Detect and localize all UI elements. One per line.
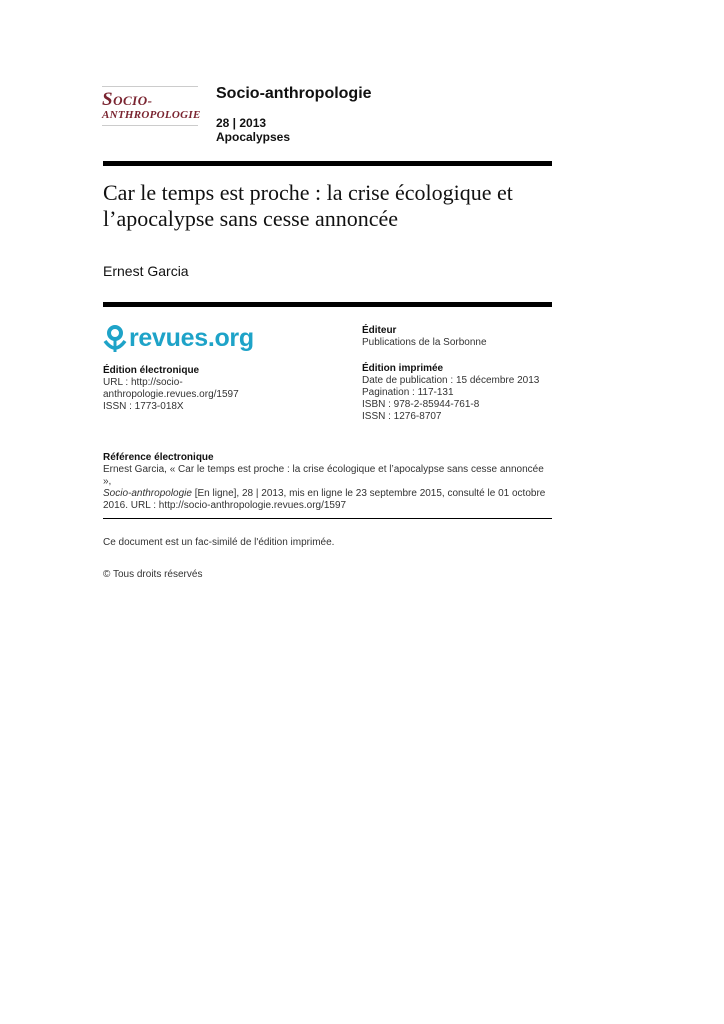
electronic-edition-issn: ISSN : 1773-018X <box>103 401 184 412</box>
logo-top-rule <box>102 86 198 87</box>
issue-number: 28 | 2013 <box>216 116 267 130</box>
middle-divider <box>103 302 552 307</box>
bottom-divider <box>103 518 552 519</box>
logo-bottom-rule <box>102 125 198 126</box>
electronic-edition-url-2[interactable]: anthropologie.revues.org/1597 <box>103 389 239 400</box>
reference-journal-name: Socio-anthropologie <box>103 488 192 499</box>
issue-theme: Apocalypses <box>216 130 291 144</box>
print-date: Date de publication : 15 décembre 2013 <box>362 375 540 386</box>
journal-title: Socio-anthropologie <box>216 85 372 102</box>
issue-info <box>216 116 290 144</box>
facsimile-note: Ce document est un fac-similé de l'édition imprimée. <box>103 537 335 548</box>
logo-initial: S <box>102 89 114 110</box>
publisher-name: Publications de la Sorbonne <box>362 337 487 348</box>
revues-flower-icon <box>103 325 127 353</box>
reference-line3[interactable]: 2016. URL : http://socio-anthropologie.revues.org/1597 <box>103 500 347 511</box>
print-isbn: ISBN : 978-2-85944-761-8 <box>362 399 480 410</box>
article-title: Car le temps est proche : la crise écologique et l’apocalypse sans cesse annoncée <box>103 180 513 231</box>
electronic-edition <box>103 365 333 413</box>
journal-logo <box>102 86 201 130</box>
electronic-edition-url-1[interactable]: URL : http://socio- <box>103 377 183 388</box>
logo-line1 <box>102 89 198 111</box>
print-pagination: Pagination : 117-131 <box>362 387 454 398</box>
article-author: Ernest Garcia <box>103 263 189 279</box>
reference-line2-rest: [En ligne], 28 | 2013, mis en ligne le 23 septembre 2015, consulté le 01 octobre <box>191 488 546 499</box>
print-issn: ISSN : 1276-8707 <box>362 411 442 422</box>
print-edition-heading: Édition imprimée <box>362 363 444 374</box>
reference-heading: Référence électronique <box>103 452 214 463</box>
logo-line2: ANTHROPOLOGIE <box>102 109 201 121</box>
electronic-reference <box>103 452 552 512</box>
reference-line2 <box>103 488 552 500</box>
publisher-heading: Éditeur <box>362 325 397 336</box>
rights-note: © Tous droits réservés <box>103 569 203 580</box>
revues-logo-text: revues.org <box>129 324 254 352</box>
revues-org-logo <box>103 324 254 353</box>
publisher-block <box>362 325 562 423</box>
electronic-edition-heading: Édition électronique <box>103 365 200 376</box>
reference-line1: Ernest Garcia, « Car le temps est proche : la crise écologique et l’apocalypse sans cesse annoncée », <box>103 464 544 487</box>
logo-line1-rest: OCIO- <box>113 93 153 108</box>
top-divider <box>103 161 552 166</box>
